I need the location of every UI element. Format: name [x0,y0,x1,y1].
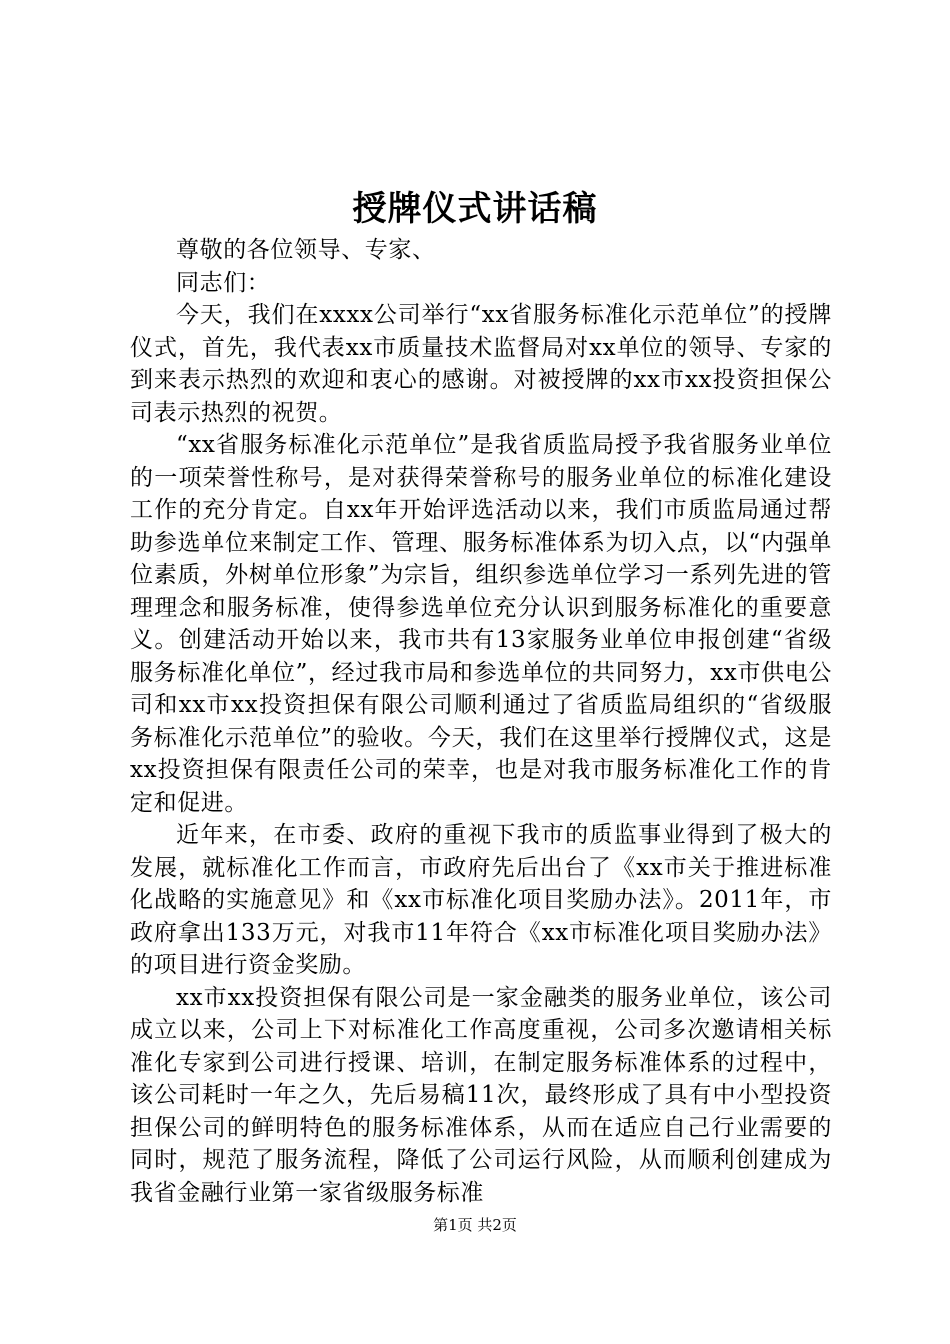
paragraph-opening: 今天，我们在xxxx公司举行“xx省服务标准化示范单位”的授牌仪式，首先，我代表xx市质量技术监督局对xx单位的领导、专家的到来表示热烈的欢迎和衷心的感谢。对被授牌的xx市xx投资担保公司表示热烈的祝贺。 [130,302,832,426]
document-body [130,234,832,1209]
page-number-footer: 第1页 共2页 [433,1216,517,1234]
paragraph-company-profile: xx市xx投资担保有限公司是一家金融类的服务业单位，该公司成立以来，公司上下对标准化工作高度重视，公司多次邀请相关标准化专家到公司进行授课、培训，在制定服务标准体系的过程中，该公司耗时一年之久，先后易稿11次，最终形成了具有中小型投资担保公司的鲜明特色的服务标准体系，从而在适应自己行业需要的同时，规范了服务流程，降低了公司运行风险，从而顺利创建成为我省金融行业第一家省级服务标准 [130,984,832,1206]
document-title: 授牌仪式讲话稿 [352,189,598,229]
paragraph-salutation-1: 尊敬的各位领导、专家、 [176,237,436,263]
paragraph-recent-development: 近年来，在市委、政府的重视下我市的质监事业得到了极大的发展，就标准化工作而言，市政府先后出台了《xx市关于推进标准化战略的实施意见》和《xx市标准化项目奖励办法》。2011年，市政府拿出133万元，对我市11年符合《xx市标准化项目奖励办法》的项目进行资金奖励。 [130,822,832,978]
paragraph-salutation-2: 同志们： [176,269,271,296]
paragraph-award-description: “xx省服务标准化示范单位”是我省质监局授予我省服务业单位的一项荣誉性称号，是对获得荣誉称号的服务业单位的标准化建设工作的充分肯定。自xx年开始评选活动以来，我们市质监局通过帮助参选单位来制定工作、管理、服务标准体系为切入点，以“内强单位素质，外树单位形象”为宗旨，组织参选单位学习一系列先进的管理理念和服务标准，使得参选单位充分认识到服务标准化的重要意义。创建活动开始以来，我市共有13家服务业单位申报创建“省级服务标准化单位”，经过我市局和参选单位的共同努力，xx市供电公司和xx市xx投资担保有限公司顺利通过了省质监局组织的“省级服务标准化示范单位”的验收。今天，我们在这里举行授牌仪式，这是xx投资担保有限责任公司的荣幸，也是对我市服务标准化工作的肯定和促进。 [130,432,832,816]
